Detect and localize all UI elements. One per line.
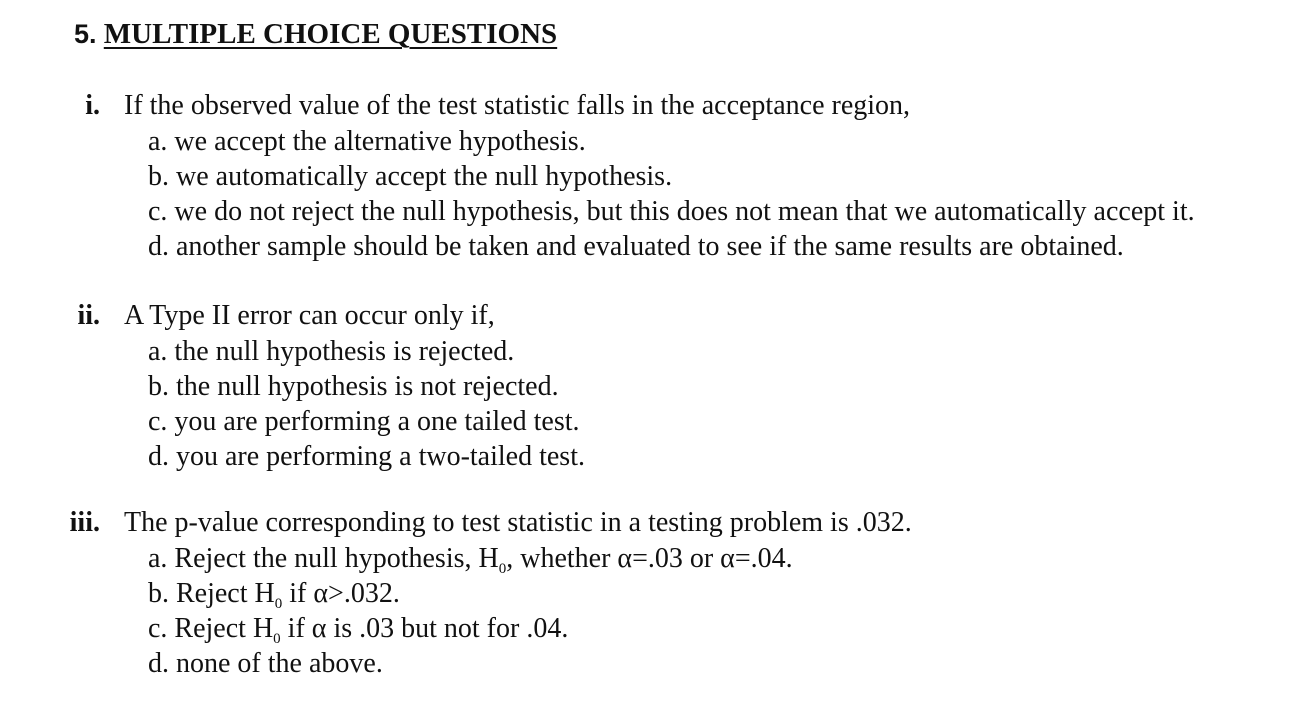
option-d: d. you are performing a two-tailed test. <box>148 441 585 472</box>
question-number: iii. <box>69 507 100 538</box>
answer-options <box>0 336 1315 476</box>
option-c: c. we do not reject the null hypothesis, but this does not mean that we automatically accept it. <box>148 196 1195 227</box>
subscript: 0 <box>274 596 283 612</box>
option-c: c. Reject $H_0$ if α is .03 but not for .04. <box>148 613 569 647</box>
question-stem <box>0 90 1315 126</box>
option-b: b. Reject $H_0$ if α>.032. <box>148 578 400 612</box>
section-heading <box>74 18 557 51</box>
option-d: d. none of the above. <box>148 648 383 679</box>
answer-options <box>0 543 1315 683</box>
question-text: If the observed value of the test statistic falls in the acceptance region, <box>124 90 911 121</box>
answer-options <box>0 126 1315 266</box>
question-stem <box>0 507 1315 543</box>
option-b: b. we automatically accept the null hypothesis. <box>148 161 673 192</box>
section-number: 5. <box>74 19 97 49</box>
option-a: a. the null hypothesis is rejected. <box>148 336 515 367</box>
question-number: i. <box>85 90 100 121</box>
option-a: a. Reject the null hypothesis, $H_0$, whether α=.03 or α=.04. <box>148 543 793 577</box>
question-stem <box>0 300 1315 336</box>
question-text: The p-value corresponding to test statistic in a testing problem is .032. <box>124 507 912 538</box>
option-c: c. you are performing a one tailed test. <box>148 406 580 437</box>
question-3 <box>0 507 1315 683</box>
question-text: A Type II error can occur only if, <box>124 300 495 331</box>
option-a: a. we accept the alternative hypothesis. <box>148 126 586 157</box>
option-b: b. the null hypothesis is not rejected. <box>148 371 559 402</box>
subscript: 0 <box>498 561 507 577</box>
question-number: ii. <box>77 300 100 331</box>
question-2 <box>0 300 1315 476</box>
section-title: MULTIPLE CHOICE QUESTIONS <box>103 18 558 50</box>
option-d: d. another sample should be taken and evaluated to see if the same results are obtained. <box>148 231 1124 262</box>
subscript: 0 <box>273 631 281 647</box>
question-1 <box>0 90 1315 266</box>
